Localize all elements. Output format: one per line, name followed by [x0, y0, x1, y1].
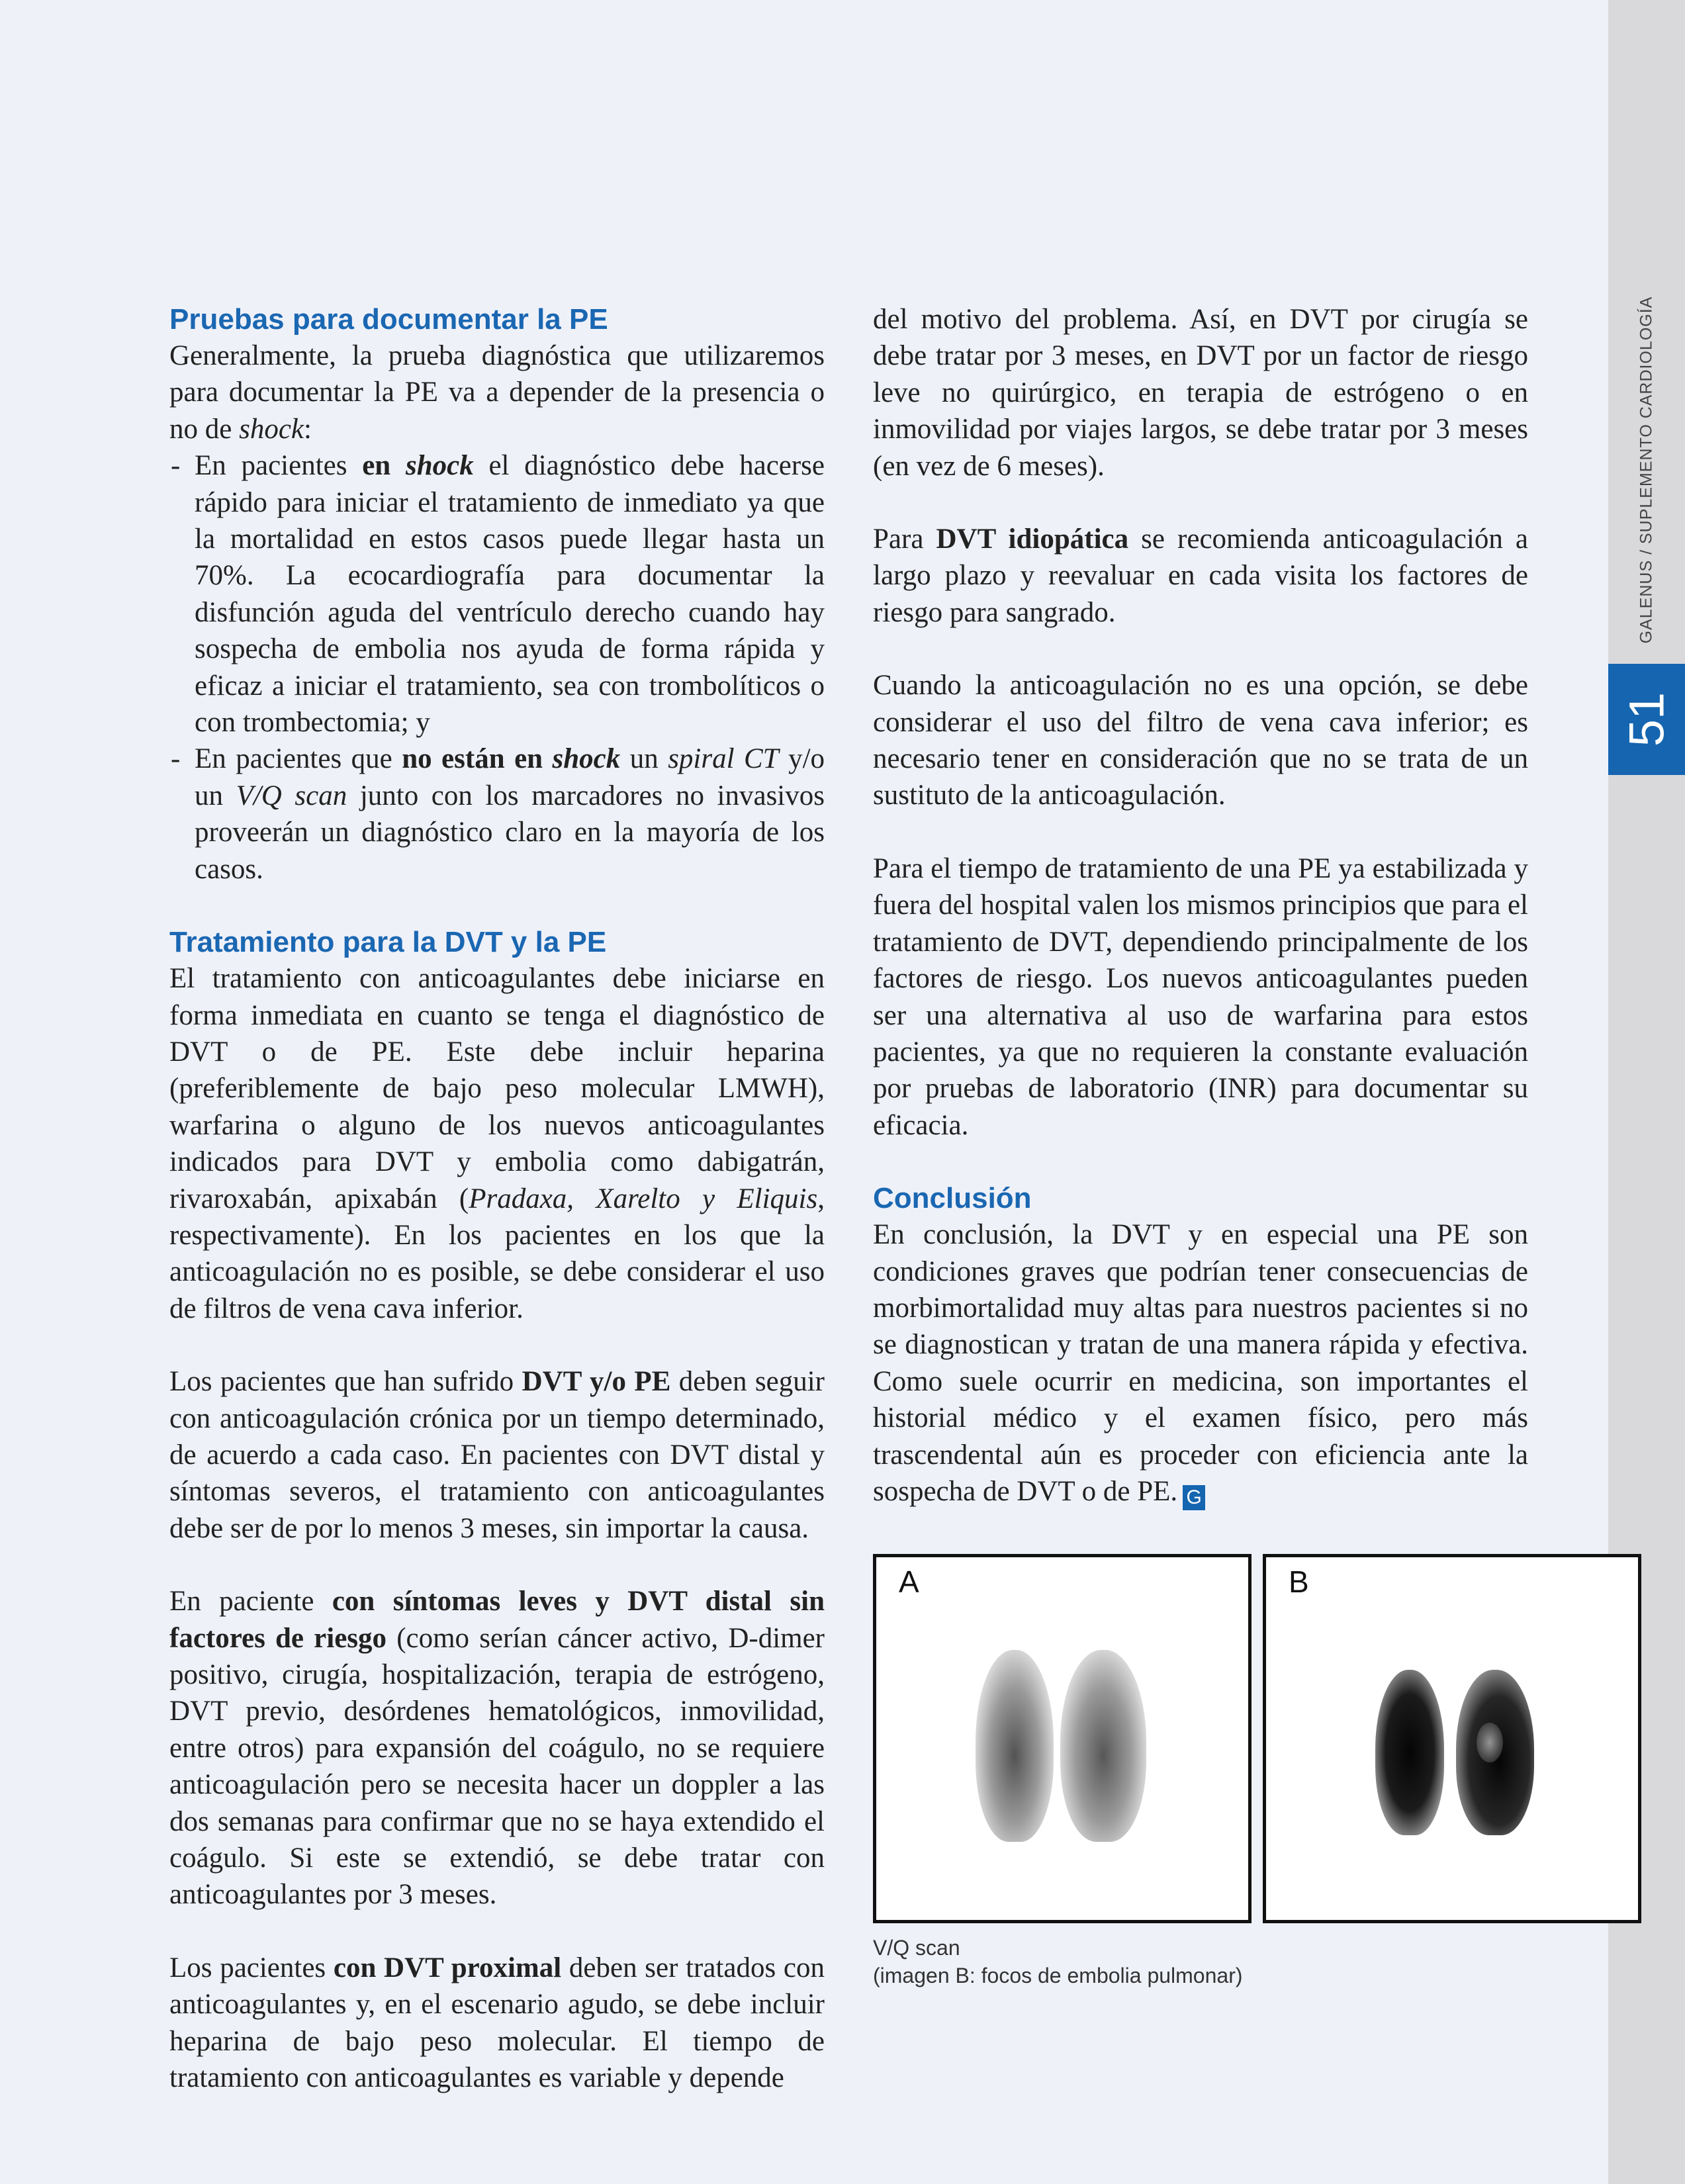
heading-conclusion: Conclusión	[873, 1182, 1032, 1215]
paragraph-tratamiento-5: del motivo del problema. Así, en DVT por cirugía se debe tratar por 3 meses, en DVT por un factor de riesgo leve no quirúrgico, en terapia de estrógeno o en inmovilidad por viajes largos, se debe tratar por 3 meses (en vez de 6 meses).	[873, 304, 1528, 482]
vq-scan-panel-a	[873, 1554, 1252, 1923]
paragraph-tratamiento-2: Los pacientes que han sufrido DVT y/o PE deben seguir con anticoagulación crónica por un tiempo determinado, de acuerdo a cada caso. En pacientes con DVT distal y síntomas severos, el tratamiento con anticoagulantes debe ser de por lo menos 3 meses, sin importar la causa.	[169, 1366, 825, 1544]
paragraph-tratamiento-6: Para DVT idiopática se recomienda anticoagulación a largo plazo y reevaluar en cada visita los factores de riesgo para sangrado.	[873, 523, 1528, 628]
panel-label-a: A	[899, 1565, 919, 1599]
lung-left-a	[976, 1650, 1054, 1842]
caption-detail: (imagen B: focos de embolia pulmonar)	[873, 1964, 1243, 1987]
perfusion-defect	[1477, 1723, 1503, 1762]
panel-label-b: B	[1289, 1565, 1309, 1599]
page-number: 51	[1619, 692, 1674, 747]
caption-title: V/Q scan	[873, 1936, 960, 1960]
list-item-no-shock: - En pacientes que no están en shock un spiral CT y/o un V/Q scan junto con los marcadores no invasivos proveerán un diagnóstico claro en la mayoría de los casos.	[169, 741, 825, 887]
figure-caption	[873, 1934, 1243, 1989]
paragraph-tratamiento-4: Los pacientes con DVT proximal deben ser tratados con anticoagulantes y, en el escenario agudo, se debe incluir heparina de bajo peso molecular. El tiempo de tratamiento con anticoagulantes es variable y depende	[169, 1952, 825, 2094]
paragraph-intro: Generalmente, la prueba diagnóstica que utilizaremos para documentar la PE va a depender de la presencia o no de shock:	[169, 340, 825, 445]
list-item-shock: - En pacientes en shock el diagnóstico debe hacerse rápido para iniciar el tratamiento de inmediato ya que la mortalidad en estos casos puede llegar hasta un 70%. La ecocardiografía para documentar la disfunción aguda del ventrículo derecho cuando hay sospecha de embolia nos ayuda de forma rápida y eficaz a iniciar el tratamiento, sea con trombolíticos o con trombectomia; y	[169, 447, 825, 741]
paragraph-tratamiento-8: Para el tiempo de tratamiento de una PE ya estabilizada y fuera del hospital valen los mismos principios que para el tratamiento de DVT, dependiendo principalmente de los factores de riesgo. Los nuevos anticoagulantes pueden ser una alternativa al uso de warfarina para estos pacientes, ya que no requieren la constante evaluación por pruebas de laboratorio (INR) para documentar su eficacia.	[873, 852, 1528, 1141]
paragraph-tratamiento-1: El tratamiento con anticoagulantes debe iniciarse en forma inmediata en cuanto se tenga el diagnóstico de DVT o de PE. Este debe incluir heparina (preferiblemente de bajo peso molecular LMWH), warfarina o alguno de los nuevos anticoagulantes indicados para DVT y embolia como dabigatrán, rivaroxabán, apixabán (Pradaxa, Xarelto y Eliquis, respectivamente). En los pacientes en los que la anticoagulación no es posible, se debe considerar el uso de filtros de vena cava inferior.	[169, 963, 825, 1324]
heading-tratamiento: Tratamiento para la DVT y la PE	[169, 926, 607, 959]
journal-section-label: GALENUS / SUPLEMENTO CARDIOLOGÍA	[1637, 296, 1656, 644]
end-mark-icon: G	[1183, 1485, 1205, 1510]
paragraph-tratamiento-3: En paciente con síntomas leves y DVT distal sin factores de riesgo (como serían cáncer activo, D-dimer positivo, cirugía, hospitalización, terapia de estrógeno, DVT previo, desórdenes hematológicos, inmovilidad, entre otros) para expansión del coágulo, no se requiere anticoagulación pero se necesita hacer un doppler a las dos semanas para confirmar que no se haya extendido el coágulo. Si este se extendió, se debe tratar con anticoagulantes por 3 meses.	[169, 1586, 825, 1911]
paragraph-tratamiento-7: Cuando la anticoagulación no es una opción, se debe considerar el uso del filtro de vena cava inferior; es necesario tener en consideración que no se trata de un sustituto de la anticoagulación.	[873, 670, 1528, 811]
diagnostic-list	[169, 447, 825, 887]
paragraph-conclusion: En conclusión, la DVT y en especial una PE son condiciones graves que podrían tener consecuencias de morbimortalidad muy altas para nuestros pacientes si no se diagnostican y tratan de una manera rápida y efectiva. Como suele ocurrir en medicina, son importantes el historial médico y el examen físico, pero más trascendental aún es proceder con eficiencia ante la sospecha de DVT o de PE. G	[873, 1216, 1528, 1510]
lung-left-b	[1375, 1670, 1444, 1835]
lung-right-a	[1060, 1650, 1146, 1842]
right-column	[873, 301, 1528, 1510]
left-column	[169, 301, 825, 2096]
page-number-tab	[1608, 664, 1685, 775]
heading-pruebas: Pruebas para documentar la PE	[169, 303, 608, 336]
vq-scan-panel-b	[1263, 1554, 1641, 1923]
